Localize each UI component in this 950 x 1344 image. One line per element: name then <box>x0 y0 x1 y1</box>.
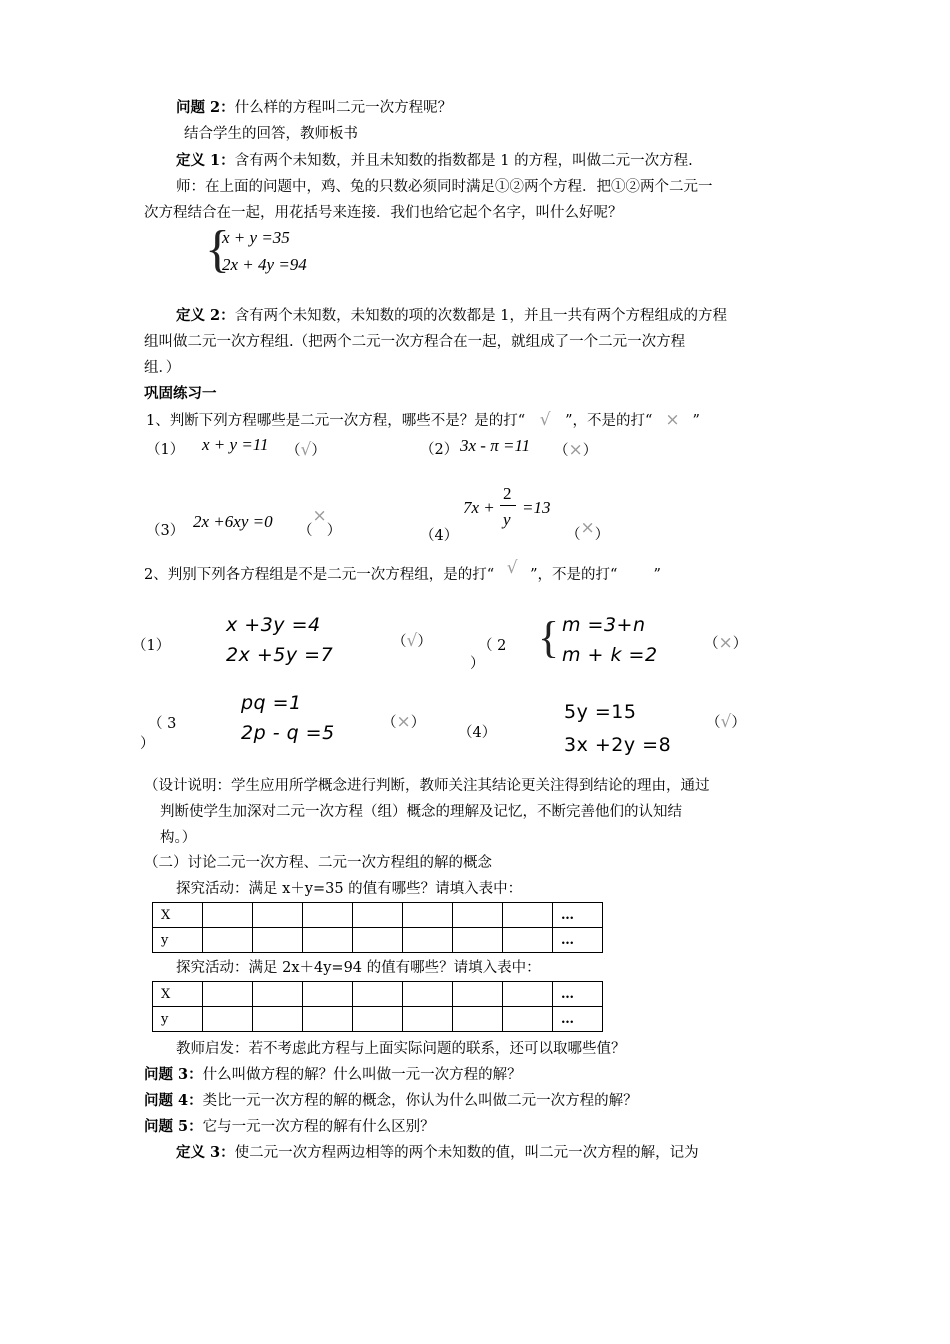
ex1-item-4-frac-num: 2 <box>503 484 512 503</box>
paren-open: （ <box>298 523 313 539</box>
ex2-item-3-num-b: ） <box>140 736 155 752</box>
table-cell[interactable] <box>203 1007 253 1032</box>
exercise-1-prompt <box>146 410 700 431</box>
ex2-item-4-eq-1: 5y =15 <box>564 701 637 723</box>
table-ellipsis: … <box>553 982 603 1007</box>
ex2-item-1-num: （1） <box>132 638 171 654</box>
definition-2-line-2: 组叫做二元一次方程组.（把两个二元一次方程合在一起，就组成了一个二元一次方程 <box>144 334 686 350</box>
ex1-item-4-answer <box>566 518 610 545</box>
question-3-label: 问题 3： <box>144 1066 203 1083</box>
ex1-item-3-answer <box>298 506 342 541</box>
paren-close: ） <box>417 634 432 650</box>
exercise-2-prompt-a: 2、判别下列各方程组是不是二元一次方程组，是的打“ <box>144 567 495 583</box>
exercise-2-prompt-b: ”，不是的打“ <box>530 567 618 583</box>
teacher-line-2: 次方程结合在一起，用花括号来连接．我们也给它起个名字，叫什么好呢？ <box>144 205 623 221</box>
ex2-item-1-eq-2: 2x +5y =7 <box>226 644 334 666</box>
table-row <box>153 982 603 1007</box>
table-cell[interactable] <box>253 903 303 928</box>
paren-close: ） <box>731 715 746 731</box>
ex1-item-2-answer <box>554 440 597 461</box>
question-2-text: 什么样的方程叫二元一次方程呢？ <box>234 100 453 116</box>
question-2-label: 问题 2： <box>176 99 235 116</box>
paren-close: ） <box>594 527 610 543</box>
paren-close: ） <box>732 636 748 652</box>
table-row <box>153 903 603 928</box>
exercise-2-prompt <box>144 558 661 585</box>
cross-mark-icon: × <box>312 506 327 526</box>
design-note-line-3: 构。） <box>160 830 197 846</box>
solutions-table-2 <box>152 981 603 1032</box>
table-ellipsis: … <box>553 903 603 928</box>
teacher-hint: 教师启发：若不考虑此方程与上面实际问题的联系，还可以取哪些值？ <box>176 1041 626 1057</box>
table-ellipsis: … <box>553 928 603 953</box>
ex2-item-3-answer <box>382 712 425 733</box>
cross-mark-icon: × <box>568 440 583 460</box>
check-mark-icon: √ <box>720 712 732 732</box>
exercise-1-prompt-a: 1、判断下列方程哪些是二元一次方程，哪些不是？是的打“ <box>146 413 526 429</box>
ex2-item-2-num-a: （ 2 <box>478 638 507 654</box>
section-2-title: （二）讨论二元一次方程、二元一次方程组的解的概念 <box>144 855 492 871</box>
table-cell[interactable] <box>353 903 403 928</box>
ex1-item-1-num: （1） <box>146 442 185 458</box>
paren-open: （ <box>286 443 301 459</box>
ex1-item-1-answer <box>286 440 326 461</box>
table-cell[interactable] <box>253 1007 303 1032</box>
table-cell[interactable] <box>403 928 453 953</box>
table-row-label: X <box>153 982 203 1007</box>
table-cell[interactable] <box>203 982 253 1007</box>
definition-2-label: 定义 2： <box>176 307 235 324</box>
table-ellipsis: … <box>553 1007 603 1032</box>
table-cell[interactable] <box>203 928 253 953</box>
definition-3 <box>176 1143 699 1163</box>
check-mark-icon: √ <box>539 410 551 430</box>
paren-close: ） <box>311 443 326 459</box>
exercise-2-prompt-c: ” <box>653 567 661 583</box>
ex2-item-2-eq-2: m + k =2 <box>562 644 658 666</box>
table-cell[interactable] <box>303 1007 353 1032</box>
table-row-label: y <box>153 1007 203 1032</box>
table-cell[interactable] <box>353 982 403 1007</box>
question-5-text: 它与一元一次方程的解有什么区别？ <box>202 1119 435 1135</box>
table-cell[interactable] <box>403 982 453 1007</box>
system-eq-2: 2x + 4y =94 <box>222 255 307 274</box>
check-mark-icon: √ <box>406 631 418 651</box>
table-cell[interactable] <box>253 982 303 1007</box>
paren-close: ） <box>582 443 598 459</box>
ex2-item-4-eq-2: 3x +2y =8 <box>564 734 672 756</box>
question-3-text: 什么叫做方程的解？什么叫做一元一次方程的解？ <box>202 1067 522 1083</box>
ex2-item-2-answer <box>704 633 747 654</box>
definition-1 <box>176 151 693 171</box>
system-brace: { <box>205 221 230 278</box>
cross-mark-icon: × <box>580 518 595 538</box>
question-5-label: 问题 5： <box>144 1118 203 1135</box>
table-cell[interactable] <box>503 903 553 928</box>
check-mark-icon: √ <box>300 440 312 460</box>
ex2-item-2-brace: { <box>538 613 560 662</box>
fraction-bar <box>500 505 516 506</box>
question-4-label: 问题 4： <box>144 1092 203 1109</box>
table-row-label: X <box>153 903 203 928</box>
table-cell[interactable] <box>303 928 353 953</box>
ex1-item-4-eq-a: 7x + <box>463 498 495 517</box>
table-cell[interactable] <box>203 903 253 928</box>
activity-1: 探究活动：满足 x＋y=35 的值有哪些？请填入表中： <box>176 881 523 897</box>
ex1-item-3-num: （3） <box>146 523 185 539</box>
question-2 <box>176 98 452 118</box>
teacher-line-1: 师：在上面的问题中，鸡、兔的只数必须同时满足①②两个方程．把①②两个二元一 <box>176 179 713 195</box>
question-3 <box>144 1065 522 1085</box>
definition-2 <box>176 306 727 326</box>
paren-open: （ <box>706 715 721 731</box>
ex1-item-4-frac-den: y <box>503 510 511 529</box>
ex1-item-1-eq: x + y =11 <box>202 435 269 454</box>
ex1-item-2-eq: 3x - π =11 <box>460 436 531 455</box>
ex1-item-4-num: （4） <box>420 528 459 544</box>
table-cell[interactable] <box>453 928 503 953</box>
table-cell[interactable] <box>353 1007 403 1032</box>
table-cell[interactable] <box>503 1007 553 1032</box>
table-cell[interactable] <box>253 928 303 953</box>
ex2-item-3-num-a: （ 3 <box>148 716 177 732</box>
table-cell[interactable] <box>453 982 503 1007</box>
question-4 <box>144 1091 638 1111</box>
paren-close: ） <box>410 715 426 731</box>
cross-mark-icon: × <box>396 712 411 732</box>
ex2-item-4-num: （4） <box>458 725 497 741</box>
table-cell[interactable] <box>303 903 353 928</box>
definition-2-line-3: 组．） <box>144 360 181 376</box>
ex2-item-1-eq-1: x +3y =4 <box>226 614 321 636</box>
exercise-1-prompt-c: ” <box>692 413 700 429</box>
paren-open: （ <box>566 527 581 543</box>
table-cell[interactable] <box>453 903 503 928</box>
table-cell[interactable] <box>503 928 553 953</box>
exercise-1-prompt-b: ”，不是的打“ <box>565 413 653 429</box>
table-row <box>153 1007 603 1032</box>
table-cell[interactable] <box>403 903 453 928</box>
paren-open: （ <box>554 443 569 459</box>
ex1-item-2-num: （2） <box>420 442 459 458</box>
check-mark-icon: √ <box>506 558 518 578</box>
ex2-item-3-eq-2: 2p - q =5 <box>241 722 335 744</box>
definition-1-text: 含有两个未知数，并且未知数的指数都是 1 的方程，叫做二元一次方程. <box>234 153 693 169</box>
question-5 <box>144 1117 435 1137</box>
system-eq-1: x + y =35 <box>222 228 290 247</box>
table-row-label: y <box>153 928 203 953</box>
ex2-item-2-num-b: ） <box>470 656 485 672</box>
ex2-item-3-eq-1: pq =1 <box>241 692 302 714</box>
ex1-item-4-eq-b: =13 <box>522 498 551 517</box>
definition-1-label: 定义 1： <box>176 152 235 169</box>
cross-mark-icon: × <box>718 633 733 653</box>
definition-3-label: 定义 3： <box>176 1144 235 1161</box>
table-cell[interactable] <box>303 982 353 1007</box>
table-cell[interactable] <box>403 1007 453 1032</box>
table-row <box>153 928 603 953</box>
definition-2-line-1: 含有两个未知数，未知数的项的次数都是 1，并且一共有两个方程组成的方程 <box>234 308 727 324</box>
ex2-item-2-eq-1: m =3+n <box>562 614 646 636</box>
practice-title: 巩固练习一 <box>144 385 217 402</box>
definition-3-text: 使二元一次方程两边相等的两个未知数的值，叫二元一次方程的解，记为 <box>234 1145 699 1161</box>
ex1-item-3-eq: 2x +6xy =0 <box>193 512 273 531</box>
paren-open: （ <box>382 715 397 731</box>
board-note: 结合学生的回答，教师板书 <box>184 126 358 142</box>
ex2-item-1-answer <box>392 631 432 652</box>
table-cell[interactable] <box>503 982 553 1007</box>
activity-2: 探究活动：满足 2x＋4y=94 的值有哪些？请填入表中： <box>176 960 541 976</box>
paren-close: ） <box>326 523 342 539</box>
solutions-table-1 <box>152 902 603 953</box>
paren-open: （ <box>392 634 407 650</box>
design-note-line-2: 判断使学生加深对二元一次方程（组）概念的理解及记忆，不断完善他们的认知结 <box>160 804 682 820</box>
table-cell[interactable] <box>353 928 403 953</box>
cross-mark-icon: × <box>665 410 680 430</box>
ex2-item-4-answer <box>706 712 746 733</box>
design-note-line-1: （设计说明：学生应用所学概念进行判断，教师关注其结论更关注得到结论的理由，通过 <box>144 778 710 794</box>
table-cell[interactable] <box>453 1007 503 1032</box>
paren-open: （ <box>704 636 719 652</box>
question-4-text: 类比一元一次方程的解的概念，你认为什么叫做二元一次方程的解？ <box>202 1093 638 1109</box>
